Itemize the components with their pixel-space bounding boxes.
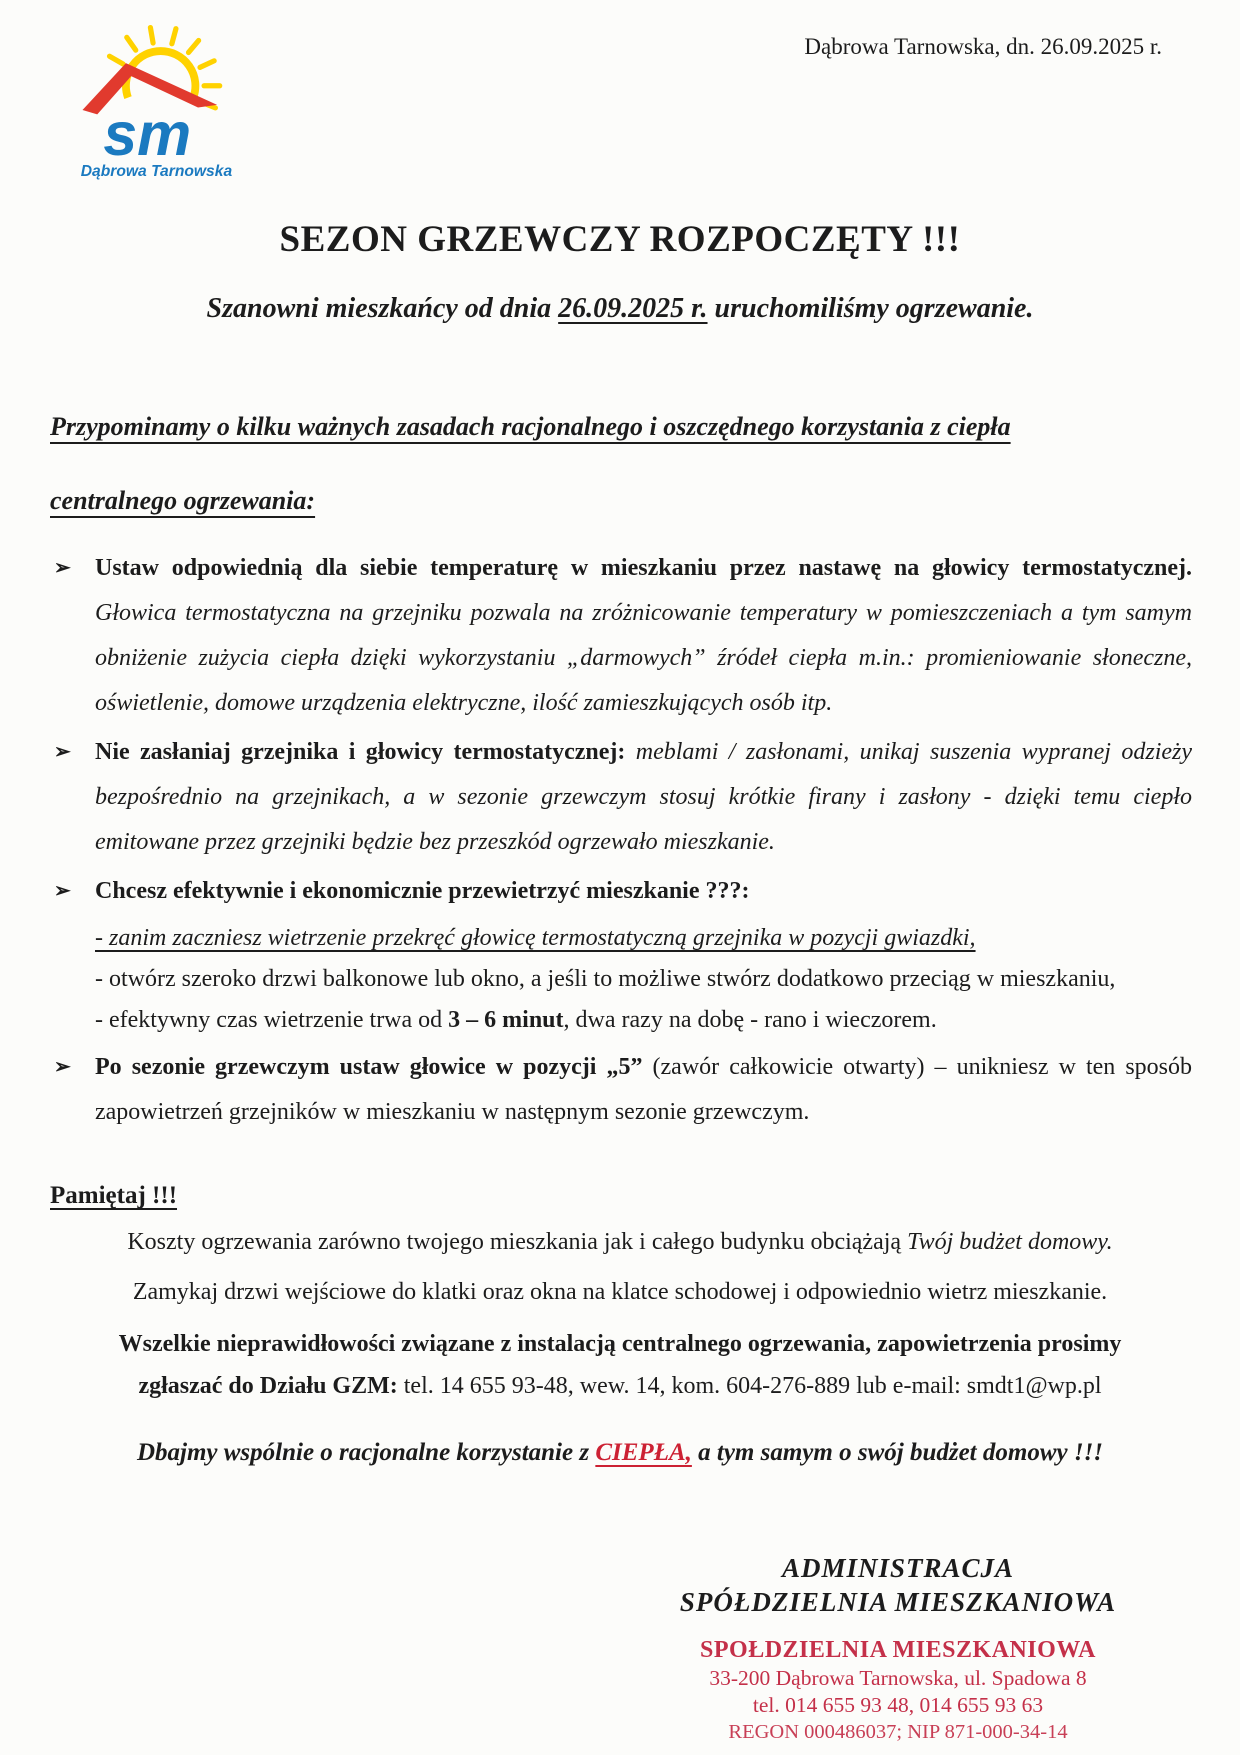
closing-highlight-red: CIEPŁA, <box>595 1439 692 1466</box>
section-heading-line1: Przypominamy o kilku ważnych zasadach racjonalnego i oszczędnego korzystania z ciepła <box>50 412 1011 441</box>
list-item-thermostat <box>50 546 1192 726</box>
subtitle <box>40 290 1200 328</box>
sun-roof-logo-icon <box>50 18 280 183</box>
remember-paragraph-doors: Zamykaj drzwi wejściowe do klatki oraz okna na klatce schodowej i odpowiednio wietrz mieszkanie. <box>132 1279 1108 1305</box>
bullet3-line3 <box>95 1000 1192 1041</box>
bullet3-line2: - otwórz szeroko drzwi balkonowe lub okno, a jeśli to możliwe stwórz dodatkowo przeciąg w mieszkaniu, <box>95 966 1116 992</box>
bullet1-head: Ustaw odpowiednią dla siebie temperaturę w mieszkaniu przez nastawę na głowicy termostatycznej. <box>95 555 1192 581</box>
remember-paragraph-costs <box>66 1221 1174 1263</box>
bullet3-line1: - zanim zaczniesz wietrzenie przekręć głowicę termostatyczną grzejnika w pozycji gwiazdki, <box>95 925 976 951</box>
arrow-bullet-icon: ➢ <box>54 880 71 902</box>
arrow-bullet-icon: ➢ <box>54 1056 71 1078</box>
stamp-address: 33-200 Dąbrowa Tarnowska, ul. Spadowa 8 <box>709 1666 1087 1690</box>
remember-p1-italic: Twój budżet domowy. <box>907 1229 1113 1255</box>
section-heading-line2: centralnego ogrzewania: <box>50 486 316 515</box>
rules-list <box>50 546 1192 1135</box>
subtitle-prefix: Szanowni mieszkańcy od dnia <box>206 293 559 324</box>
signature-line2: SPÓŁDZIELNIA MIESZKANIOWA <box>679 1587 1117 1617</box>
bullet2-body: meblami / zasłonami, unikaj suszenia wypranej odzieży bezpośrednio na grzejnikach, a w sezonie grzewczym stosuj krótkie firany i zasłony - dzięki temu ciepło emitowane przez grzejniki będzie bez przeszkód ogrzewało mieszkanie. <box>95 739 1192 855</box>
document-header <box>0 0 1240 181</box>
logo-city-text: Dąbrowa Tarnowska <box>80 163 233 181</box>
list-item-after-season <box>50 1045 1192 1135</box>
arrow-bullet-icon: ➢ <box>54 741 71 763</box>
bullet4-head: Po sezonie grzewczym ustaw głowice w pozycji „5” <box>95 1054 643 1080</box>
bullet2-head: Nie zasłaniaj grzejnika i głowicy termostatycznej: <box>95 739 626 765</box>
signature-block <box>638 1551 1158 1746</box>
arrow-bullet-icon: ➢ <box>54 557 71 579</box>
list-item-dont-cover <box>50 730 1192 865</box>
closing-prefix: Dbajmy wspólnie o racjonalne korzystanie z <box>136 1439 596 1466</box>
stamp-phones: tel. 014 655 93 48, 014 655 93 63 <box>752 1693 1044 1717</box>
subtitle-date-underlined: 26.09.2025 r. <box>558 293 708 324</box>
remember-section <box>0 1179 1240 1407</box>
warn-line2-bold: zgłaszać do Działu GZM: <box>138 1373 398 1399</box>
bullet3-line3-suffix: , dwa razy na dobę - rano i wieczorem. <box>563 1007 937 1033</box>
stamp-name: SPOŁDZIELNIA MIESZKANIOWA <box>700 1637 1096 1663</box>
bullet1-body: Głowica termostatyczna na grzejniku pozwala na zróżnicowanie temperatury w pomieszczeniach a tym samym obniżenie zużycia ciepła dzięki wykorzystaniu „darmowych” źródeł ciepła m.in.: promieniowanie słoneczne, oświetlenie, domowe urządzenia elektryczne, ilość zamieszkujących osób itp. <box>95 600 1192 716</box>
subtitle-suffix: uruchomiliśmy ogrzewanie. <box>707 293 1034 324</box>
page-title: SEZON GRZEWCZY ROZPOCZĘTY !!! <box>279 219 961 260</box>
logo-sm-text: sm <box>103 100 192 169</box>
remember-p1-prefix: Koszty ogrzewania zarówno twojego mieszkania jak i całego budynku obciążają <box>127 1229 908 1255</box>
closing-suffix: a tym samym o swój budżet domowy !!! <box>691 1439 1104 1466</box>
bullet4-rest: (zawór całkowicie otwarty) – unikniesz w ten sposób zapowietrzeń grzejników w mieszkaniu w następnym sezonie grzewczym. <box>95 1054 1193 1125</box>
section-heading <box>50 390 1192 538</box>
remember-heading: Pamiętaj !!! <box>50 1182 178 1209</box>
bullet3-line3-bold: 3 – 6 minut <box>448 1007 564 1033</box>
bullet3-line3-prefix: - efektywny czas wietrzenie trwa od <box>95 1007 449 1033</box>
list-item-ventilation <box>50 869 1192 1041</box>
stamp-regon-nip: REGON 000486037; NIP 871-000-34-14 <box>728 1721 1068 1743</box>
company-stamp <box>638 1635 1158 1746</box>
warn-line1: Wszelkie nieprawidłowości związane z instalacją centralnego ogrzewania, zapowietrzenia prosimy <box>118 1331 1122 1357</box>
warn-line2-rest: tel. 14 655 93-48, wew. 14, kom. 604-276-889 lub e-mail: smdt1@wp.pl <box>397 1373 1102 1399</box>
date-line: Dąbrowa Tarnowska, dn. 26.09.2025 r. <box>804 34 1162 59</box>
closing-appeal <box>60 1435 1180 1471</box>
cooperative-logo <box>50 18 280 188</box>
bullet3-head: Chcesz efektywnie i ekonomicznie przewietrzyć mieszkanie ???: <box>95 878 750 904</box>
remember-paragraph-contact <box>66 1323 1174 1407</box>
signature-line1: ADMINISTRACJA <box>781 1553 1015 1583</box>
